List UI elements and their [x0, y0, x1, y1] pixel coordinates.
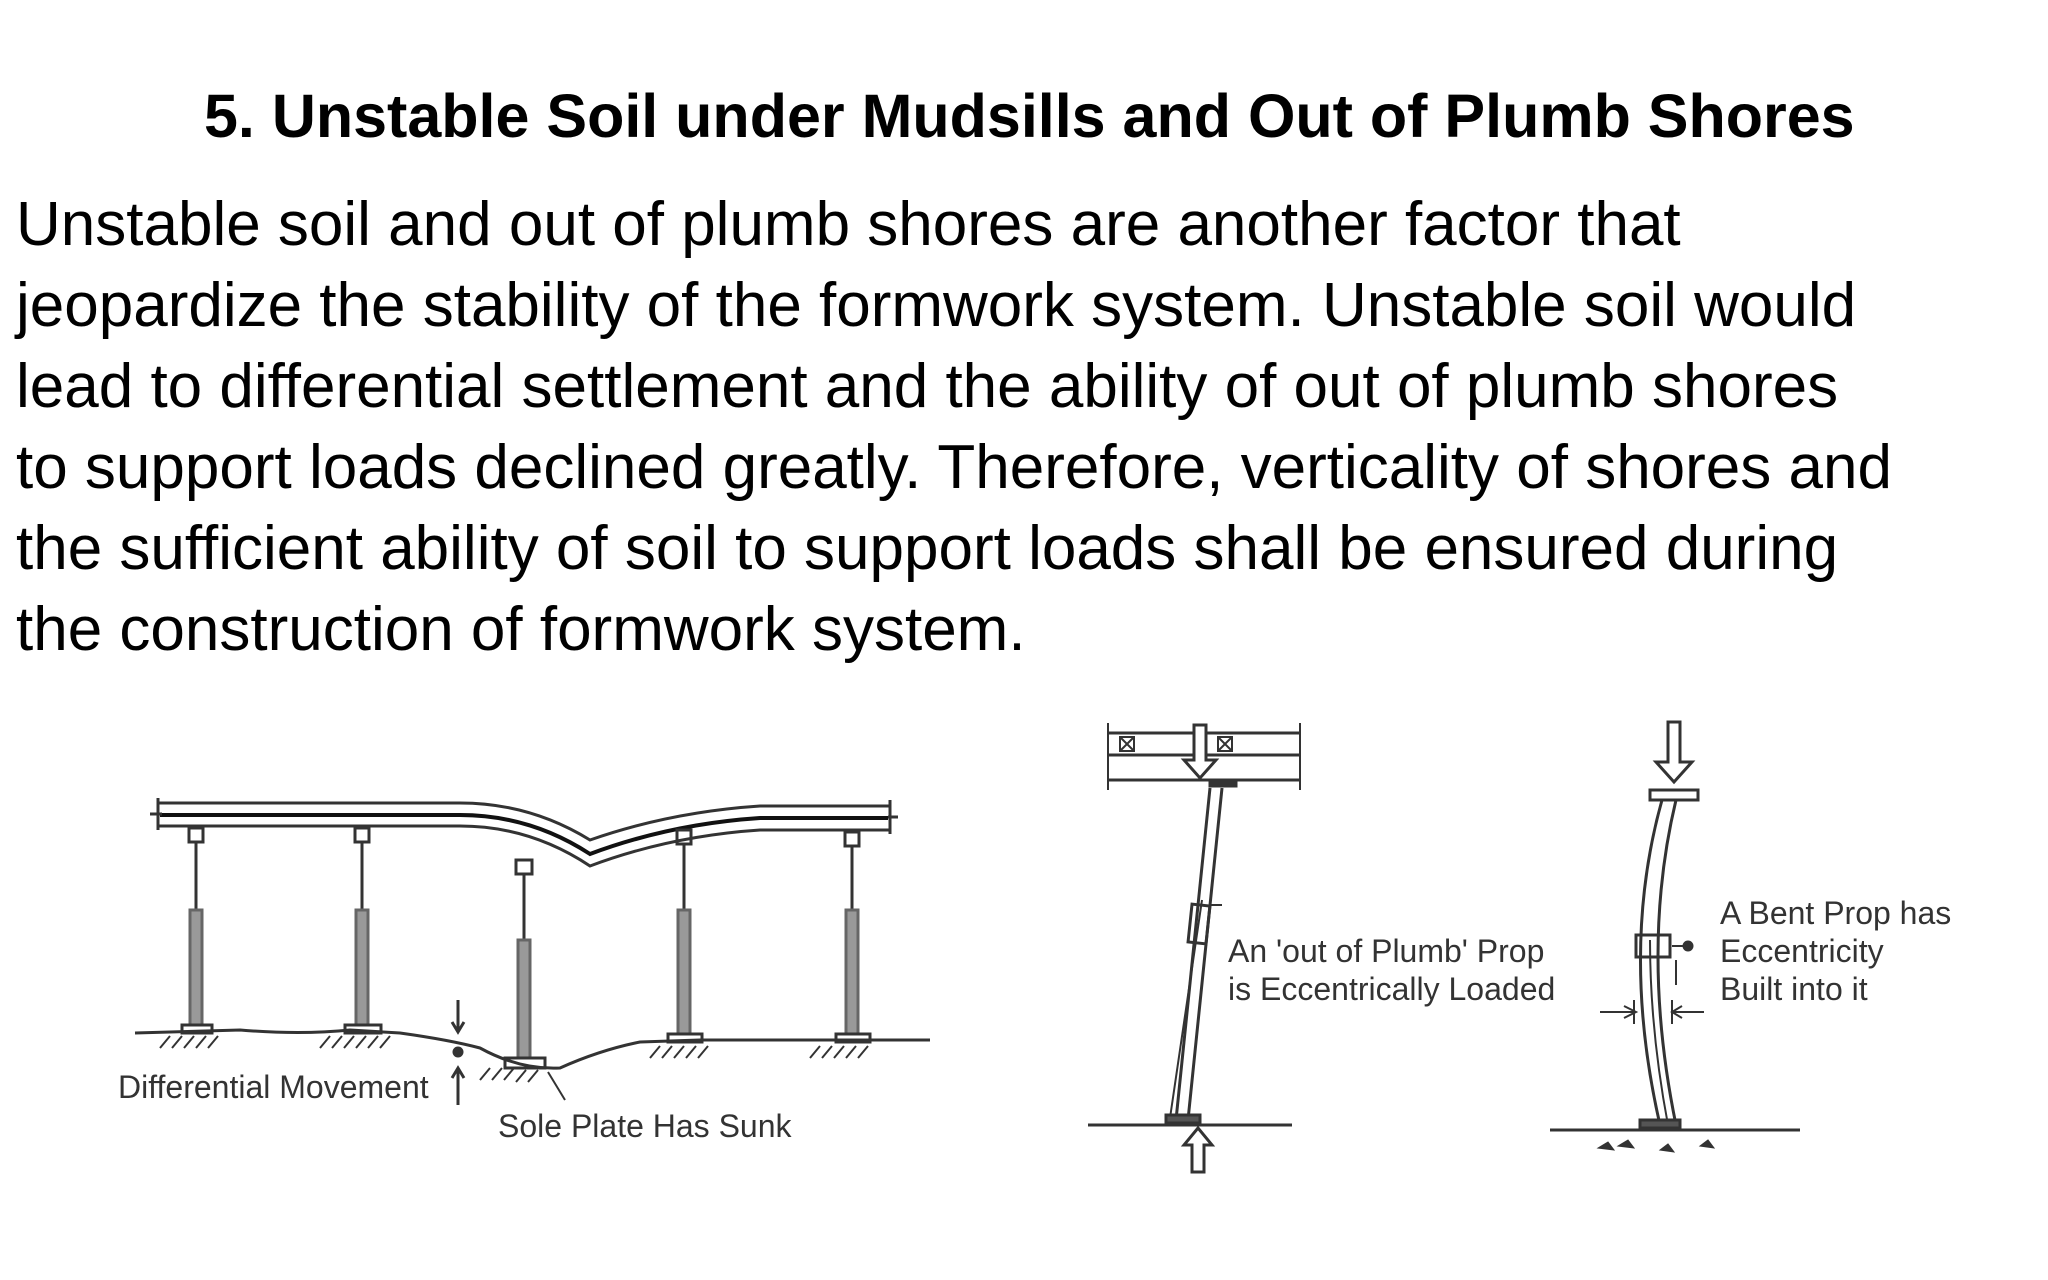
prop-3: [505, 860, 545, 1068]
label-out-of-plumb-line2: is Eccentrically Loaded: [1228, 971, 1556, 1007]
paragraph-line: lead to differential settlement and the ability of out of plumb shores: [16, 352, 1839, 421]
slab-right-end: [888, 800, 898, 834]
load-arrow-down-right: [1656, 722, 1692, 782]
prop-5: [836, 832, 870, 1042]
label-sole-plate-sunk: Sole Plate Has Sunk: [498, 1108, 792, 1144]
label-out-of-plumb-line1: An 'out of Plumb' Prop: [1228, 933, 1545, 969]
paragraph-line: the sufficient ability of soil to support loads shall be ensured during: [16, 514, 1839, 583]
paragraph-line: Unstable soil and out of plumb shores are another factor that: [16, 190, 1681, 259]
reaction-arrow-up: [1184, 1128, 1212, 1172]
prop-2: [345, 828, 381, 1033]
prop-1: [182, 828, 212, 1033]
label-bent-prop-line3: Built into it: [1720, 971, 1868, 1007]
paragraph-line: the construction of formwork system.: [16, 595, 1026, 664]
paragraph-line: jeopardize the stability of the formwork system. Unstable soil would: [16, 271, 1857, 340]
section-heading: 5. Unstable Soil under Mudsills and Out of Plumb Shores: [204, 82, 1855, 150]
sole-plate-leader: [548, 1072, 565, 1100]
prop-inner-tube: [1170, 900, 1202, 1118]
prop-4: [668, 830, 702, 1042]
ground-line: [135, 1030, 930, 1068]
label-bent-prop-line1: A Bent Prop has: [1720, 895, 1952, 931]
label-differential-movement: Differential Movement: [118, 1069, 429, 1105]
ground-rubble: [1598, 1140, 1714, 1152]
label-bent-prop-line2: Eccentricity: [1720, 933, 1884, 969]
paragraph-line: to support loads declined greatly. Therefore, verticality of shores and: [16, 433, 1892, 502]
slab-props-diagram: [135, 798, 930, 1105]
